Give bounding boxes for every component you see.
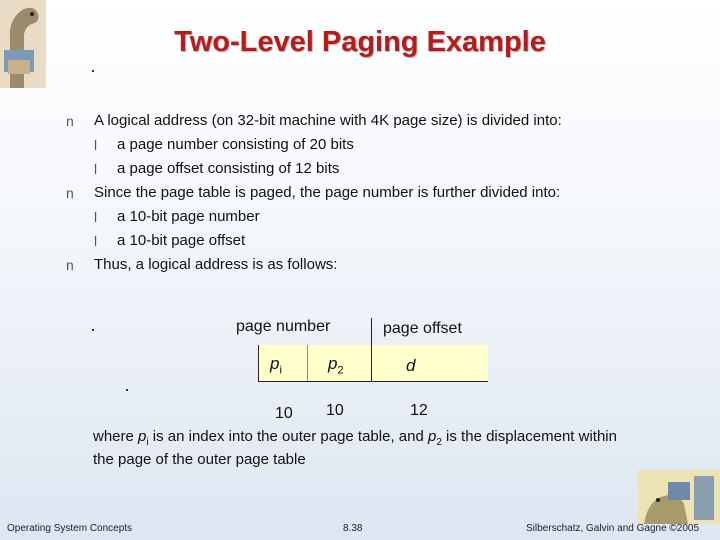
footer-page-number: 8.38 xyxy=(343,523,363,534)
slide-title: Two-Level Paging Example xyxy=(174,26,546,58)
bullet-marker: n xyxy=(66,113,74,129)
stray-dot xyxy=(92,329,94,331)
bullet-marker: n xyxy=(66,257,74,273)
explanation-text: where $p_i$ is an index into the outer page table, and $p_2$ is the displacement within the page of the outer page table xyxy=(93,428,617,468)
box-bottom-edge xyxy=(258,381,488,382)
sub-bullet-item: a page number consisting of 20 bits xyxy=(117,136,354,153)
bullet-item: Since the page table is paged, the page number is further divided into: xyxy=(94,184,561,201)
field-p2: $p_2$ xyxy=(328,354,344,377)
sub-bullet-marker: l xyxy=(94,209,98,225)
logical-address-box xyxy=(258,345,488,381)
bits-d: 12 xyxy=(410,402,428,419)
footer-copyright: Silberschatz, Galvin and Gagne ©2005 xyxy=(526,523,700,534)
sub-bullet-item: a 10-bit page offset xyxy=(117,232,246,249)
field-divider-line xyxy=(307,345,308,381)
sub-bullet-item: a 10-bit page number xyxy=(117,208,260,225)
sub-bullet-marker: l xyxy=(94,137,98,153)
stray-dot xyxy=(126,389,128,391)
bullet-item: Thus, a logical address is as follows: xyxy=(94,256,338,273)
offset-divider-line xyxy=(371,318,372,382)
page-offset-label: page offset xyxy=(383,320,462,337)
bits-p2: 10 xyxy=(326,402,344,419)
stray-dot xyxy=(92,70,94,72)
bullet-marker: n xyxy=(66,185,74,201)
bits-p1: 10 xyxy=(275,405,293,422)
dinosaur-illustration-bottom xyxy=(638,470,720,524)
sub-bullet-marker: l xyxy=(94,233,98,249)
field-d: d xyxy=(406,356,416,375)
footer-course-title: Operating System Concepts xyxy=(7,523,133,534)
bullet-item: A logical address (on 32-bit machine with 4K page size) is divided into: xyxy=(94,112,562,129)
sub-bullet-marker: l xyxy=(94,161,98,177)
box-left-edge xyxy=(258,345,259,381)
field-p1: $p_i$ xyxy=(270,354,282,377)
page-number-label: page number xyxy=(236,318,331,335)
sub-bullet-item: a page offset consisting of 12 bits xyxy=(117,160,340,177)
